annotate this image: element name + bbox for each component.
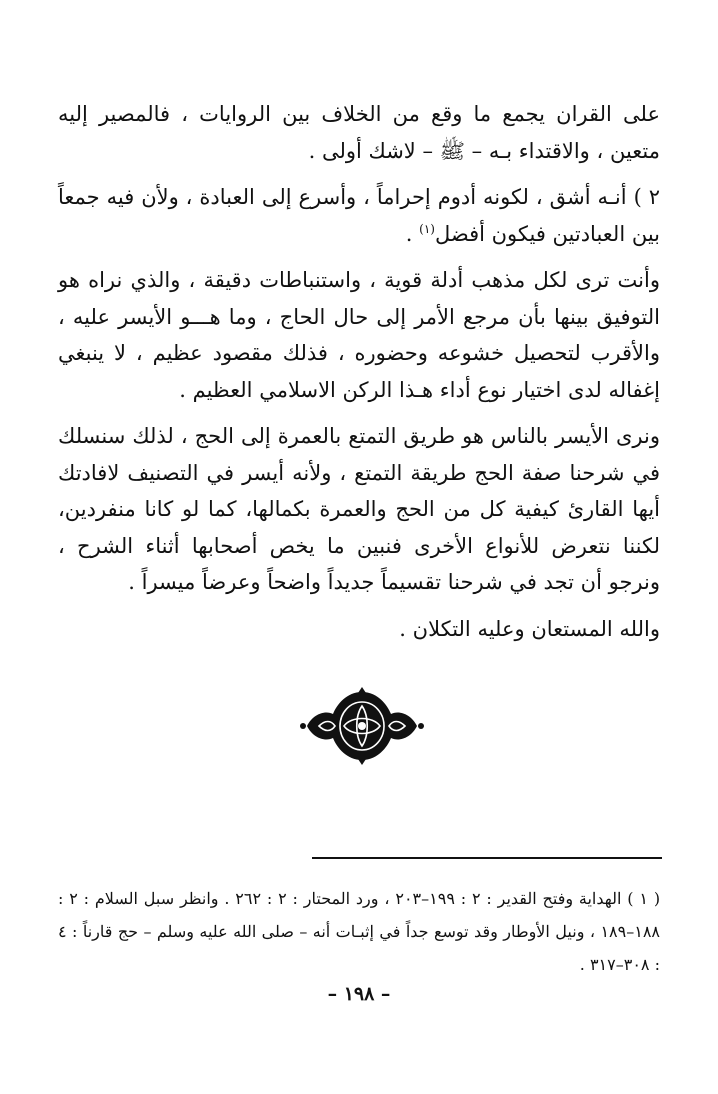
- page-number: – ١٩٨ –: [327, 983, 391, 1005]
- paragraph-2-end: .: [405, 221, 420, 246]
- ornament-divider-icon: [299, 686, 425, 766]
- paragraph-5: والله المستعان وعليه التكلان .: [399, 616, 660, 641]
- paragraph-3: وأنت ترى لكل مذهب أدلة قوية ، واستنباطات دقيقة ، والذي نراه هو التوفيق بينها بأن مرجع الأمر إلى حال الحاج ، وما هـــو الأيسر عليه ، والأقرب لتحصيل خشوعه وحضوره ، فذلك مقصود عظيم ، لا ينبغي إغفاله لدى اختيار نوع أداء هـذا الركن الاسلامي العظيم .: [58, 268, 660, 402]
- footnote-divider: [312, 857, 662, 859]
- footnote-1: ( ١ ) الهداية وفتح القدير : ٢ : ١٩٩–٢٠٣ ، ورد المحتار : ٢ : ٢٦٢ . وانظر سبل السلام : ٢ : ١٨٨–١٨٩ ، ونيل الأوطار وقد توسع جداً في إثبـات أنه – صلى الله عليه وسلم – حج قارناً : ٤ : ٣٠٨–٣١٧ .: [58, 889, 661, 974]
- paragraph-1: على القران يجمع ما وقع من الخلاف بين الروايات ، فالمصير إليه متعين ، والاقتداء بـه – ﷺ – لاشك أولى .: [58, 102, 660, 163]
- paragraph-4: ونرى الأيسر بالناس هو طريق التمتع بالعمرة إلى الحج ، لذلك سنسلك في شرحنا صفة الحج طريقة التمتع ، ولأنه أيسر في التصنيف لافادتك أيها القارئ كيفية كل من الحج والعمرة بكمالها، كما لو كانا منفردين، لكننا نتعرض للأنواع الأخرى فنبين ما يخص أصحابها أثناء الشرح ، ونرجو أن تجد في شرحنا تقسيماً جديداً واضحاً وعرضاً ميسراً .: [58, 424, 660, 594]
- paragraph-2-text: ٢ ) أنـه أشق ، لكونه أدوم إحراماً ، وأسرع إلى العبادة ، ولأن فيه جمعاً بين العبادتين فيكون أفضل: [58, 185, 660, 246]
- main-text: [58, 96, 660, 657]
- paragraph-2: [58, 179, 660, 252]
- footnote-marker[interactable]: (١): [419, 221, 435, 236]
- footnotes: [58, 882, 660, 981]
